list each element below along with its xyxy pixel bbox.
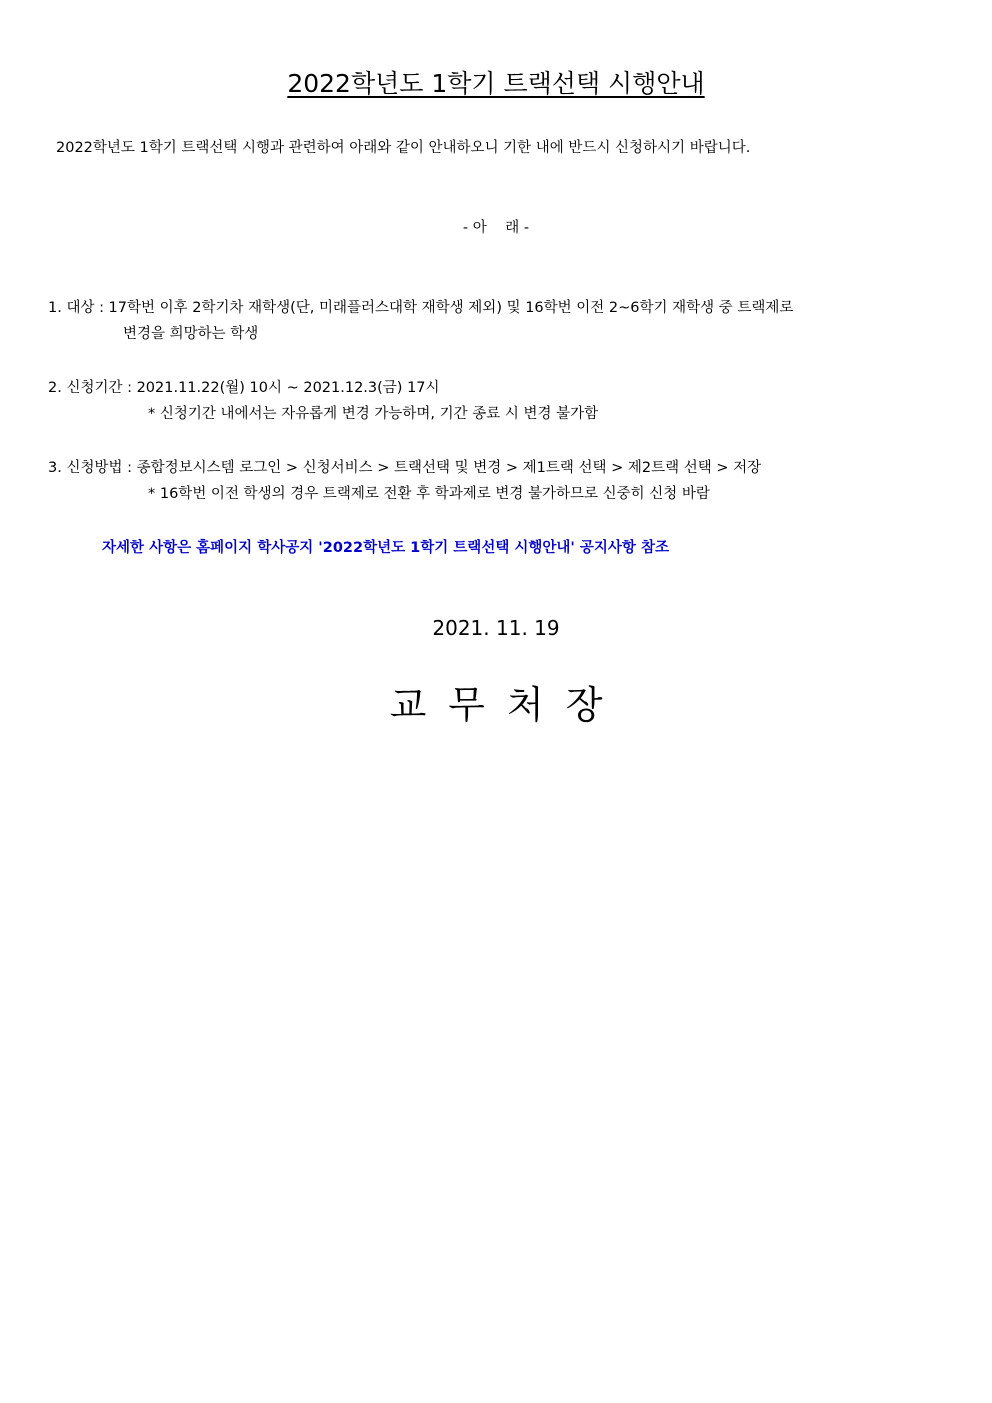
item-method-note: * 16학번 이전 학생의 경우 트랙제로 전환 후 학과제로 변경 불가하므로 신중히 신청 바람 (148, 486, 710, 502)
page-title-text: 2022학년도 1학기 트랙선택 시행안내 (287, 69, 705, 98)
homepage-notice: 자세한 사항은 홈페이지 학사공지 '2022학년도 1학기 트랙선택 시행안내' 공지사항 참조 (102, 540, 669, 556)
item-target-line2: 변경을 희망하는 학생 (123, 326, 259, 342)
item-period-note: * 신청기간 내에서는 자유롭게 변경 가능하며, 기간 종료 시 변경 불가함 (148, 406, 599, 422)
item-method-line1: 3. 신청방법 : 종합정보시스템 로그인 > 신청서비스 > 트랙선택 및 변경 > 제1트랙 선택 > 제2트랙 선택 > 저장 (48, 460, 762, 476)
page-title (0, 66, 992, 102)
document-date: 2021. 11. 19 (432, 616, 560, 640)
intro-paragraph: 2022학년도 1학기 트랙선택 시행과 관련하여 아래와 같이 안내하오니 기한 내에 반드시 신청하시기 바랍니다. (56, 140, 751, 156)
item-target-line1: 1. 대상 : 17학번 이후 2학기차 재학생(단, 미래플러스대학 재학생 제외) 및 16학번 이전 2~6학기 재학생 중 트랙제로 (48, 300, 794, 316)
section-marker: - 아 래 - (462, 220, 530, 236)
item-period-line1: 2. 신청기간 : 2021.11.22(월) 10시 ~ 2021.12.3(금) 17시 (48, 380, 440, 396)
signature: 교무처장 (389, 683, 625, 727)
